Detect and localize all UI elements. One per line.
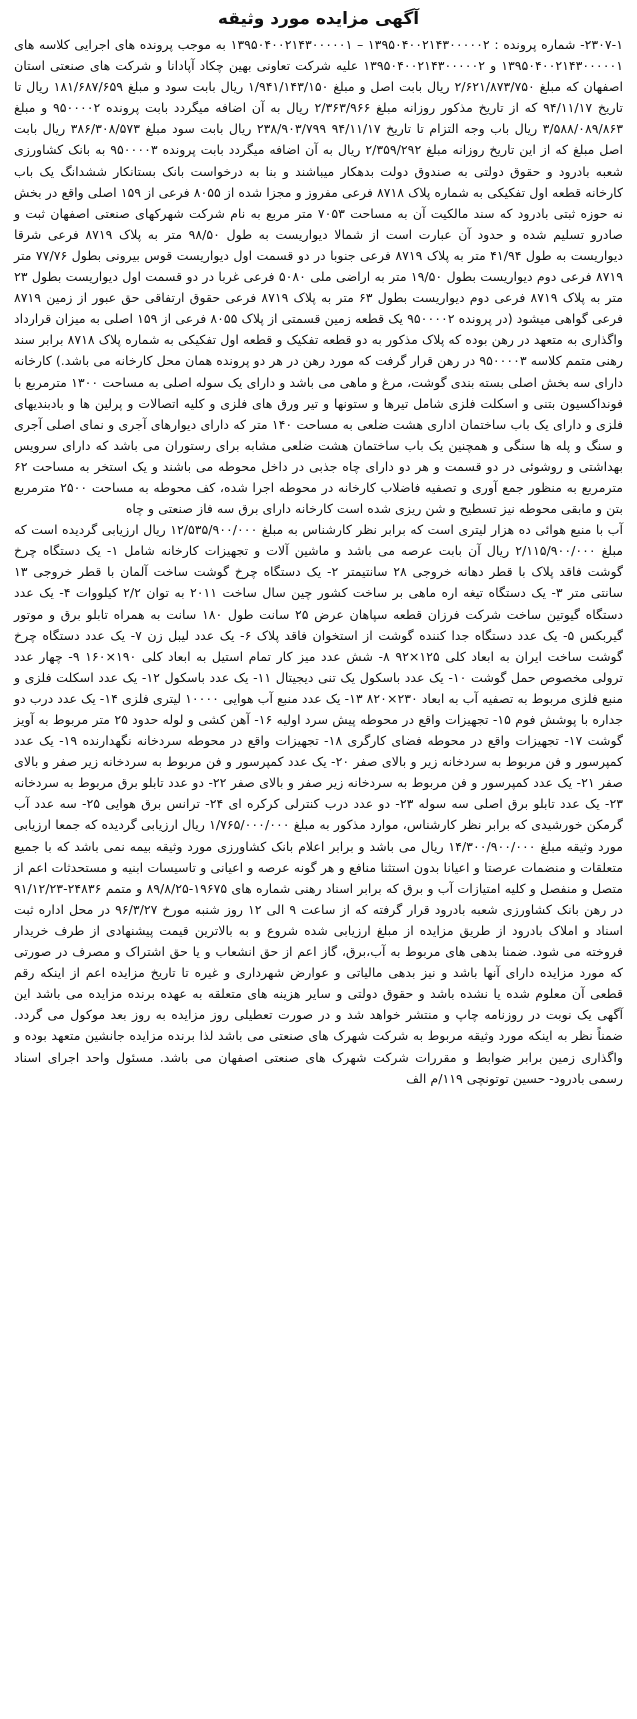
notice-body <box>14 34 623 1089</box>
notice-paragraph-2: آب با منبع هوائی ده هزار لیتری است که برابر نظر کارشناس به مبلغ ۱۲/۵۳۵/۹۰۰/۰۰۰ ریال ارزیابی گردیده است که مبلغ ۲/۱۱۵/۹۰۰/۰۰۰ ریال آن بابت عرصه می باشد و ماشین آلات و تجهیزات کارخانه شامل ۱- یک دستگاه چرخ گوشت فاقد پلاک با قطر دهانه خروجی ۲۸ سانتیمتر ۲- یک دستگاه چرخ گوشت ساخت آلمان با قطر خروجی ۱۳ سانتی متر ۳- یک دستگاه تیغه اره ماهی بر ساخت کشور چین سال ساخت ۲۰۱۱ به توان ۲/۲ کیلووات ۴- یک عدد دستگاه گیوتین ساخت شرکت فرزان قطعه سپاهان عرض ۲۵ سانت طول ۱۸۰ سانت به همراه تابلو برق و موتور گیربکس ۵- یک عدد دستگاه جدا کننده گوشت از استخوان فاقد پلاک ۶- یک عدد لیبل زن ۷- یک عدد دستگاه چرخ گوشت ساخت ایران به ابعاد کلی ۱۲۵×۹۲ ۸- شش عدد میز کار تمام استیل به ابعاد کلی ۱۹۰×۱۶۰ ۹- چهار عدد ترولی مخصوص حمل گوشت ۱۰- یک عدد باسکول یک تنی دیجیتال ۱۱- یک عدد باسکول ۱۲- یک عدد اسکلت فلزی و منبع فلزی مربوط به تصفیه آب به ابعاد ۲۳۰×۸۲۰ ۱۳- یک عدد منبع آب هوایی ۱۰۰۰۰ لیتری فلزی ۱۴- یک عدد درب دو جداره با پوشش فوم ۱۵- تجهیزات واقع در محوطه پیش سرد اولیه ۱۶- آهن کشی و لوله حدود ۲۵ متر مربوط به آویز گوشت ۱۷- تجهیزات واقع در محوطه فضای کارگری ۱۸- تجهیزات واقع در محوطه سردخانه نگهدارنده ۱۹- یک عدد کمپرسور و فن مربوط به سردخانه زیر و بالای صفر ۲۰- یک عدد کمپرسور و فن مربوط به سردخانه زیر صفر و بالای صفر ۲۱- یک عدد کمپرسور و فن مربوط به سردخانه زیر صفر و بالای صفر ۲۲- دو عدد تابلو برق مربوط به سردخانه ۲۳- یک عدد تابلو برق اصلی سه سوله ۲۳- دو عدد درب کنترلی کرکره ای ۲۴- ترانس برق هوایی ۲۵- سه عدد آب گرمکن خورشیدی که برابر نظر کارشناس، موارد مذکور به مبلغ ۱/۷۶۵/۰۰۰/۰۰۰ ریال ارزیابی گردیده که جمعا ارزیابی مورد وثیقه مبلغ ۱۴/۳۰۰/۹۰۰/۰۰۰ ریال می باشد و برابر اعلام بانک کشاورزی مورد وثیقه بیمه نمی باشد که با جمیع متعلقات و منضمات عرصتا و اعیانا بدون استثنا منافع و هر گونه عرصه و اعیانی و تاسیسات ابنیه و مستحدثات اعم از متصل و منفصل و کلیه امتیازات آب و برق که برابر اسناد رهنی شماره های ۱۹۶۷۵-۸۹/۸/۲۵ و متمم ۲۴۸۳۶-۹۱/۱۲/۲۳ در رهن بانک کشاورزی شعبه بادرود قرار گرفته که از ساعت ۹ الی ۱۲ روز شنبه مورخ ۹۶/۳/۲۷ در محل اداره ثبت اسناد و املاک بادرود از طریق مزایده از مبلغ ارزیابی شده شروع و به بالاترین قیمت پیشنهادی از طرف خریدار فروخته می شود. ضمنا بدهی های مربوط به آب،برق، گاز اعم از حق انشعاب و یا حق اشتراک و مصرف در صورتی که مورد مزایده دارای آنها باشد و نیز بدهی مالیاتی و عوارض شهرداری و غیره تا تاریخ مزایده اعم از اینکه رقم قطعی آن معلوم شده یا نشده باشد و حقوق دولتی و سایر هزینه های متعلقه به عهده برنده مزایده می باشد این آگهی یک نوبت در روزنامه چاپ و منتشر خواهد شد و در صورت تعطیلی روز مزایده به روز بعد موکول می گردد. ضمناً نظر به اینکه مورد وثیقه مربوط به شرکت شهرک های صنعتی می باشد لذا برنده مزایده جانشین متعهد بوده و واگذاری زمین برابر ضوابط و مقررات شرکت شهرک های صنعتی اصفهان می باشد. مسئول واحد اجرای اسناد رسمی بادرود- حسین توتونچی ۱۱۹/م الف <box>14 522 624 1086</box>
notice-paragraph-1: ۲۳۰۷-۱- شماره پرونده : ۱۳۹۵۰۴۰۰۲۱۴۳۰۰۰۰۰۲ – ۱۳۹۵۰۴۰۰۲۱۴۳۰۰۰۰۰۱ به موجب پرونده های اجرایی کلاسه های ۱۳۹۵۰۴۰۰۲۱۴۳۰۰۰۰۰۱ و ۱۳۹۵۰۴۰۰۲۱۴۳۰۰۰۰۰۲ علیه شرکت تعاونی بهین چکاد آپادانا و شرکت های صنعتی استان اصفهان که مبلغ ۲/۶۲۱/۸۷۳/۷۵۰ ریال بابت اصل و مبلغ ۱/۹۴۱/۱۴۳/۱۵۰ ریال بابت سود و مبلغ ۱۸۱/۶۸۷/۶۵۹ ریال تا تاریخ ۹۴/۱۱/۱۷ که از تاریخ مذکور روزانه مبلغ ۲/۳۶۳/۹۶۶ ریال به آن اضافه میگردد بابت پرونده ۹۵۰۰۰۰۲ و مبلغ ۳/۵۸۸/۰۸۹/۸۶۳ ریال باب وجه التزام تا تاریخ ۹۴/۱۱/۱۷ ۲۳۸/۹۰۳/۷۹۹ ریال بابت سود مبلغ ۳۸۶/۳۰۸/۵۷۳ ریال بابت اصل مبلغ که از این تاریخ روزانه مبلغ ۲/۳۵۹/۲۹۲ ریال به آن اضافه میگردد بابت پرونده ۹۵۰۰۰۰۳ به بانک کشاورزی شعبه بادرود و حقوق دولتی به صندوق دولت بدهکار میباشند و بنا به درخواست بانک بستانکار ششدانگ یک باب کارخانه قطعه اول تفکیکی به شماره پلاک ۸۷۱۸ فرعی مفروز و مجزا شده از ۸۰۵۵ فرعی از ۱۵۹ اصلی واقع در بخش نه حوزه ثبتی بادرود که سند مالکیت آن به مساحت ۷۰۵۳ متر مربع به نام شرکت شهرکهای صنعتی اصفهان ثبت و صادرو تسلیم شده و حدود آن عبارت است از شمالا دیواریست به طول ۹۸/۵۰ متر به پلاک ۸۷۱۹ فرعی شرقا دیواریست به طول ۴۱/۹۴ متر به پلاک ۸۷۱۹ فرعی جنوبا در دو قسمت اول دیواریست قوس بیرونی بطول ۷۷/۷۶ متر ۸۷۱۹ فرعی دوم دیواریست بطول ۱۹/۵۰ متر به اراضی ملی ۵۰۸۰ فرعی غربا در دو قسمت اول دیواریست بطول ۲۳ متر به پلاک ۸۷۱۹ فرعی دوم دیواریست بطول ۶۳ متر به پلاک ۸۷۱۹ فرعی حقوق ارتفاقی حق عبور از زمین ۸۷۱۹ فرعی گواهی میشود (در پرونده ۹۵۰۰۰۰۲ یک قطعه زمین قسمتی از پلاک ۸۰۵۵ فرعی از ۱۵۹ اصلی به میزان قرارداد واگذاری به متعهد در رهن بوده که پلاک مذکور به دو قطعه تفکیک و قطعه اول تفکیکی به شماره پلاک ۸۷۱۸ برابر سند رهنی متمم کلاسه ۹۵۰۰۰۰۳ در رهن قرار گرفت که مورد رهن در هر دو پرونده همان محل کارخانه می باشد.) کارخانه دارای سه بخش اصلی بسته بندی گوشت، مرغ و ماهی می باشد و دارای یک سوله اصلی به مساحت ۱۳۰۰ مترمربع با فونداکسیون بتنی و اسکلت فلزی شامل تیرها و ستونها و تیر ورق های فلزی و کلیه اتصالات و پرلین ها و بادبندیهای فلزی و دارای یک باب ساختمان اداری هشت ضلعی به مساحت ۱۴۰ متر که دارای دیوارهای آجری و نمای اصلی آجری و سنگ و پله ها سنگی و همچنین یک باب ساختمان هشت ضلعی مشابه برای رستوران می باشد که دارای سرویس بهداشتی و روشوئی در دو قسمت و هر دو دارای چاه جذبی در داخل محوطه می باشند و یک استخر به مساحت ۶۲ مترمربع به منظور جمع آوری و تصفیه فاضلاب کارخانه در محوطه اجرا شده، کف محوطه به مساحت ۲۵۰۰ مترمربع بتن و مابقی محوطه نیز تسطیح و شن ریزی شده است کارخانه دارای برق سه فاز صنعتی و چاه <box>14 37 624 517</box>
notice-title: آگهی مزایده مورد وثیقه <box>217 9 420 29</box>
